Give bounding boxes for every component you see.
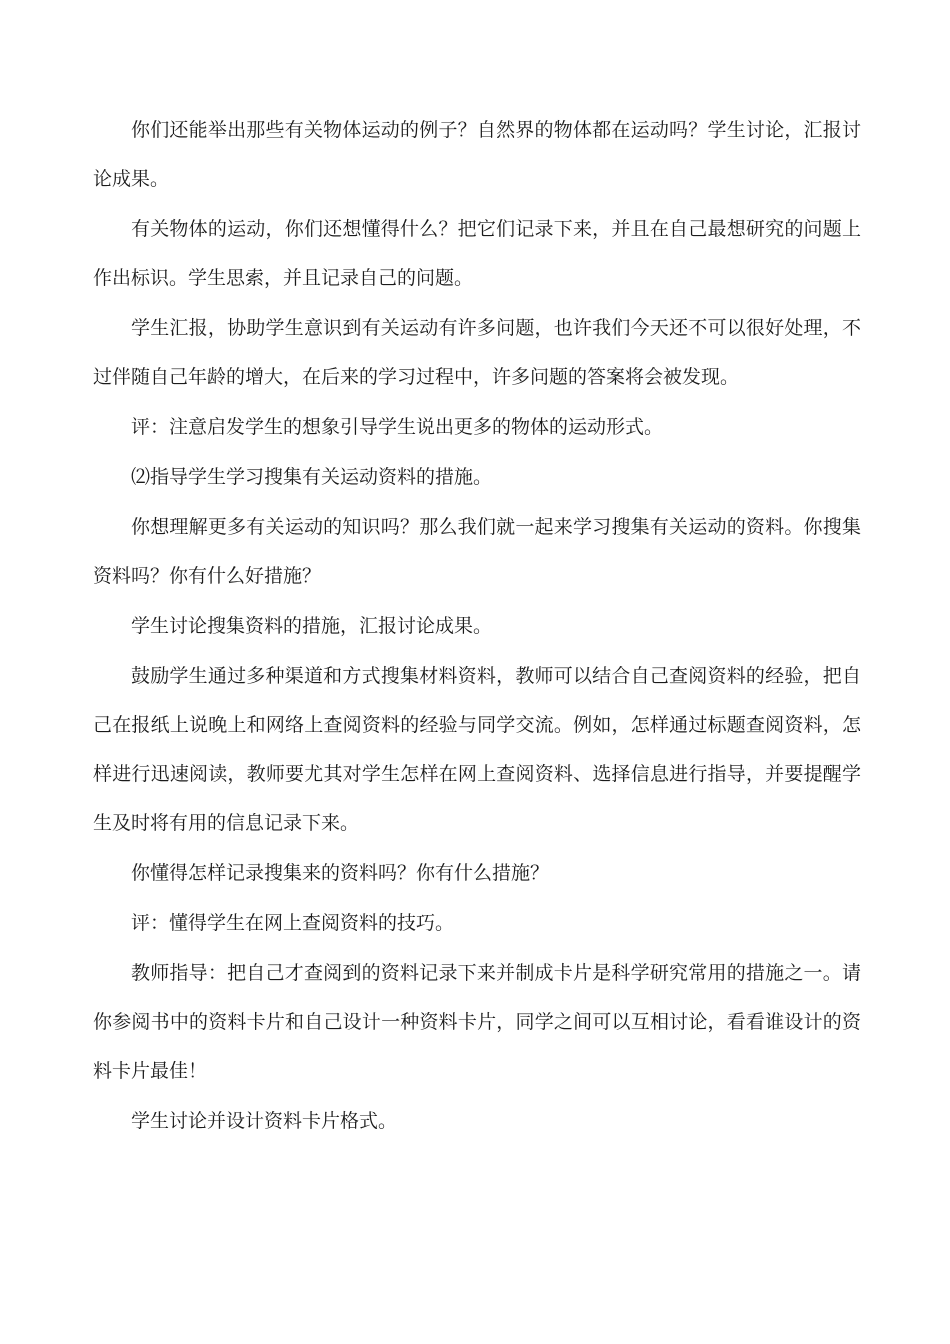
paragraph: 你们还能举出那些有关物体运动的例子？自然界的物体都在运动吗？学生讨论，汇报讨论成果。	[93, 119, 861, 190]
paragraph: 你懂得怎样记录搜集来的资料吗？你有什么措施？	[131, 862, 550, 884]
paragraph: 评：注意启发学生的想象引导学生说出更多的物体的运动形式。	[131, 416, 664, 438]
document-body	[93, 106, 861, 1147]
paragraph: 评：懂得学生在网上查阅资料的技巧。	[131, 912, 455, 934]
paragraph: 学生讨论搜集资料的措施，汇报讨论成果。	[131, 615, 493, 637]
paragraph: 鼓励学生通过多种渠道和方式搜集材料资料，教师可以结合自己查阅资料的经验，把自己在报纸上说晚上和网络上查阅资料的经验与同学交流。例如，怎样通过标题查阅资料，怎样进行迅速阅读，教师要尤其对学生怎样在网上查阅资料、选择信息进行指导，并要提醒学生及时将有用的信息记录下来。	[93, 665, 861, 834]
paragraph: ⑵指导学生学习搜集有关运动资料的措施。	[131, 466, 493, 488]
paragraph: 教师指导：把自己才查阅到的资料记录下来并制成卡片是科学研究常用的措施之一。请你参阅书中的资料卡片和自己设计一种资料卡片，同学之间可以互相讨论，看看谁设计的资料卡片最佳！	[93, 962, 861, 1082]
paragraph: 你想理解更多有关运动的知识吗？那么我们就一起来学习搜集有关运动的资料。你搜集资料吗？你有什么好措施？	[93, 516, 861, 587]
paragraph: 有关物体的运动，你们还想懂得什么？把它们记录下来，并且在自己最想研究的问题上作出标识。学生思索，并且记录自己的问题。	[93, 218, 861, 289]
paragraph: 学生汇报，协助学生意识到有关运动有许多问题，也许我们今天还不可以很好处理，不过伴随自己年龄的增大，在后来的学习过程中，许多问题的答案将会被发现。	[93, 317, 861, 388]
paragraph: 学生讨论并设计资料卡片格式。	[131, 1110, 398, 1132]
